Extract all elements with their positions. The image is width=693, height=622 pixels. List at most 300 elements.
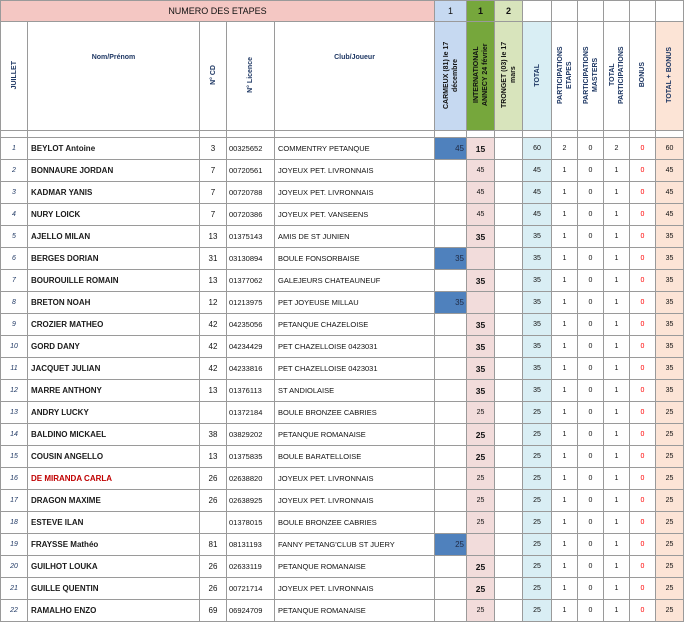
cd-number: 13 — [200, 380, 227, 402]
table-row — [1, 270, 684, 292]
total-points: 45 — [523, 182, 552, 204]
header-part-etapes: PARTICIPATIONS ETAPES — [552, 22, 578, 131]
row-index: 2 — [1, 160, 28, 182]
total-participations: 1 — [604, 270, 630, 292]
participations-etapes: 1 — [552, 314, 578, 336]
total-points: 35 — [523, 292, 552, 314]
total-participations: 1 — [604, 336, 630, 358]
header-bonus: BONUS — [630, 22, 656, 131]
stage2-points: 25 — [467, 402, 495, 424]
table-row — [1, 600, 684, 622]
header-stage1: CARMEUX (81) le 17 décembre — [435, 22, 467, 131]
player-name: BERGES DORIAN — [28, 248, 200, 270]
table-row — [1, 336, 684, 358]
total-points: 35 — [523, 358, 552, 380]
stage1-points — [435, 424, 467, 446]
cd-number: 13 — [200, 270, 227, 292]
participations-masters: 0 — [578, 512, 604, 534]
row-index: 14 — [1, 424, 28, 446]
club-name: BOULE BRONZEE CABRIES — [275, 402, 435, 424]
player-name: DE MIRANDA CARLA — [28, 468, 200, 490]
club-name: PETANQUE CHAZELOISE — [275, 314, 435, 336]
header-nom: Nom/Prénom — [28, 22, 200, 131]
total-bonus-points: 35 — [656, 380, 684, 402]
table-row — [1, 490, 684, 512]
player-name: GUILHOT LOUKA — [28, 556, 200, 578]
total-bonus-points: 25 — [656, 578, 684, 600]
player-name: BRETON NOAH — [28, 292, 200, 314]
bonus-points: 0 — [630, 578, 656, 600]
participations-etapes: 1 — [552, 556, 578, 578]
stage1-points — [435, 490, 467, 512]
licence-number: 00720386 — [227, 204, 275, 226]
total-points: 25 — [523, 446, 552, 468]
row-index: 13 — [1, 402, 28, 424]
stage-number-3: 2 — [495, 1, 523, 22]
total-bonus-points: 25 — [656, 556, 684, 578]
bonus-points: 0 — [630, 226, 656, 248]
total-bonus-points: 35 — [656, 314, 684, 336]
cd-number — [200, 512, 227, 534]
stage3-points — [495, 600, 523, 622]
participations-masters: 0 — [578, 446, 604, 468]
stage3-points — [495, 204, 523, 226]
stage3-points — [495, 534, 523, 556]
stage1-points — [435, 182, 467, 204]
total-bonus-points: 60 — [656, 138, 684, 160]
participations-masters: 0 — [578, 226, 604, 248]
club-name: PET JOYEUSE MILLAU — [275, 292, 435, 314]
stage2-points: 35 — [467, 358, 495, 380]
bonus-points: 0 — [630, 138, 656, 160]
total-participations: 1 — [604, 358, 630, 380]
licence-number: 01376113 — [227, 380, 275, 402]
licence-number: 06924709 — [227, 600, 275, 622]
total-bonus-points: 35 — [656, 292, 684, 314]
stage3-points — [495, 380, 523, 402]
stage2-points: 35 — [467, 314, 495, 336]
club-name: AMIS DE ST JUNIEN — [275, 226, 435, 248]
header-stage2: INTERNATIONAL ANNECY 24 février — [467, 22, 495, 131]
participations-etapes: 1 — [552, 490, 578, 512]
participations-masters: 0 — [578, 380, 604, 402]
stage3-points — [495, 248, 523, 270]
licence-number: 08131193 — [227, 534, 275, 556]
player-name: COUSIN ANGELLO — [28, 446, 200, 468]
total-bonus-points: 25 — [656, 512, 684, 534]
spacer-row — [1, 131, 684, 138]
header-club: Club/Joueur — [275, 22, 435, 131]
participations-masters: 0 — [578, 600, 604, 622]
table-row — [1, 138, 684, 160]
participations-etapes: 1 — [552, 160, 578, 182]
stage2-points: 25 — [467, 490, 495, 512]
total-participations: 1 — [604, 292, 630, 314]
stage2-points: 25 — [467, 446, 495, 468]
bonus-points: 0 — [630, 160, 656, 182]
licence-number: 04235056 — [227, 314, 275, 336]
stage1-points — [435, 380, 467, 402]
licence-number: 01375143 — [227, 226, 275, 248]
table-row — [1, 160, 684, 182]
bonus-points: 0 — [630, 468, 656, 490]
stage2-points: 15 — [467, 138, 495, 160]
stage2-points: 45 — [467, 204, 495, 226]
participations-etapes: 1 — [552, 380, 578, 402]
licence-number: 00720788 — [227, 182, 275, 204]
stage1-points: 45 — [435, 138, 467, 160]
licence-number: 00721714 — [227, 578, 275, 600]
total-points: 25 — [523, 402, 552, 424]
club-name: COMMENTRY PETANQUE — [275, 138, 435, 160]
bonus-points: 0 — [630, 380, 656, 402]
stage-number-1: 1 — [435, 1, 467, 22]
cd-number: 13 — [200, 446, 227, 468]
total-participations: 1 — [604, 402, 630, 424]
row-index: 4 — [1, 204, 28, 226]
total-points: 25 — [523, 578, 552, 600]
total-points: 25 — [523, 600, 552, 622]
stage1-points — [435, 512, 467, 534]
stage3-points — [495, 292, 523, 314]
cd-number: 42 — [200, 358, 227, 380]
participations-masters: 0 — [578, 424, 604, 446]
participations-etapes: 1 — [552, 402, 578, 424]
header-cd: N° CD — [200, 22, 227, 131]
empty-header-cell — [604, 1, 630, 22]
bonus-points: 0 — [630, 314, 656, 336]
cd-number — [200, 402, 227, 424]
total-points: 25 — [523, 556, 552, 578]
total-participations: 1 — [604, 468, 630, 490]
row-index: 9 — [1, 314, 28, 336]
stage1-points — [435, 446, 467, 468]
stage-number-row — [1, 1, 684, 22]
total-participations: 1 — [604, 248, 630, 270]
bonus-points: 0 — [630, 358, 656, 380]
total-bonus-points: 35 — [656, 336, 684, 358]
cd-number: 31 — [200, 248, 227, 270]
total-points: 35 — [523, 380, 552, 402]
total-bonus-points: 25 — [656, 490, 684, 512]
stage2-points: 25 — [467, 468, 495, 490]
table-row — [1, 182, 684, 204]
header-licence: N° Licence — [227, 22, 275, 131]
cd-number: 7 — [200, 182, 227, 204]
header-total: TOTAL — [523, 22, 552, 131]
player-name: NURY LOICK — [28, 204, 200, 226]
total-points: 25 — [523, 490, 552, 512]
player-name: AJELLO MILAN — [28, 226, 200, 248]
table-row — [1, 402, 684, 424]
total-participations: 1 — [604, 424, 630, 446]
player-name: GORD DANY — [28, 336, 200, 358]
stage3-points — [495, 468, 523, 490]
stage1-points: 35 — [435, 292, 467, 314]
bonus-points: 0 — [630, 292, 656, 314]
total-participations: 1 — [604, 182, 630, 204]
player-name: BOUROUILLE ROMAIN — [28, 270, 200, 292]
stage1-points: 25 — [435, 534, 467, 556]
licence-number: 00325652 — [227, 138, 275, 160]
stage3-points — [495, 424, 523, 446]
stage3-points — [495, 556, 523, 578]
participations-masters: 0 — [578, 270, 604, 292]
empty-header-cell — [630, 1, 656, 22]
stage1-points — [435, 402, 467, 424]
stage3-points — [495, 578, 523, 600]
table-row — [1, 512, 684, 534]
bonus-points: 0 — [630, 270, 656, 292]
club-name: JOYEUX PET. LIVRONNAIS — [275, 490, 435, 512]
total-participations: 1 — [604, 380, 630, 402]
table-row — [1, 204, 684, 226]
stage3-points — [495, 490, 523, 512]
participations-etapes: 1 — [552, 446, 578, 468]
row-index: 21 — [1, 578, 28, 600]
participations-etapes: 1 — [552, 468, 578, 490]
stage2-points — [467, 292, 495, 314]
total-bonus-points: 35 — [656, 248, 684, 270]
stage1-points — [435, 160, 467, 182]
total-points: 60 — [523, 138, 552, 160]
row-index: 17 — [1, 490, 28, 512]
cd-number: 26 — [200, 468, 227, 490]
total-bonus-points: 45 — [656, 204, 684, 226]
stage3-points — [495, 446, 523, 468]
stage-number-2: 1 — [467, 1, 495, 22]
header-stage3: TRONGET (03) le 17 mars — [495, 22, 523, 131]
participations-etapes: 1 — [552, 182, 578, 204]
total-points: 25 — [523, 424, 552, 446]
table-row — [1, 446, 684, 468]
participations-masters: 0 — [578, 182, 604, 204]
total-points: 45 — [523, 160, 552, 182]
stage3-points — [495, 138, 523, 160]
table-row — [1, 556, 684, 578]
licence-number: 04233816 — [227, 358, 275, 380]
stage2-points: 45 — [467, 182, 495, 204]
total-participations: 1 — [604, 226, 630, 248]
participations-etapes: 1 — [552, 270, 578, 292]
stage1-points — [435, 314, 467, 336]
row-index: 15 — [1, 446, 28, 468]
stage2-points: 35 — [467, 336, 495, 358]
bonus-points: 0 — [630, 336, 656, 358]
bonus-points: 0 — [630, 446, 656, 468]
participations-masters: 0 — [578, 160, 604, 182]
row-index: 11 — [1, 358, 28, 380]
club-name: GALEJEURS CHATEAUNEUF — [275, 270, 435, 292]
club-name: PETANQUE ROMANAISE — [275, 424, 435, 446]
club-name: BOULE BRONZEE CABRIES — [275, 512, 435, 534]
row-index: 20 — [1, 556, 28, 578]
total-participations: 1 — [604, 578, 630, 600]
total-participations: 1 — [604, 534, 630, 556]
participations-masters: 0 — [578, 336, 604, 358]
club-name: PET CHAZELLOISE 0423031 — [275, 358, 435, 380]
participations-etapes: 1 — [552, 578, 578, 600]
stage1-points — [435, 358, 467, 380]
row-index: 8 — [1, 292, 28, 314]
stage3-points — [495, 336, 523, 358]
bonus-points: 0 — [630, 204, 656, 226]
licence-number: 04234429 — [227, 336, 275, 358]
participations-etapes: 1 — [552, 248, 578, 270]
table-row — [1, 248, 684, 270]
bonus-points: 0 — [630, 490, 656, 512]
player-name: DRAGON MAXIME — [28, 490, 200, 512]
stage2-points: 25 — [467, 424, 495, 446]
row-index: 5 — [1, 226, 28, 248]
bonus-points: 0 — [630, 182, 656, 204]
stage3-points — [495, 270, 523, 292]
participations-etapes: 1 — [552, 424, 578, 446]
bonus-points: 0 — [630, 402, 656, 424]
header-part-masters: PARTICIPATIONS MASTERS — [578, 22, 604, 131]
total-bonus-points: 35 — [656, 358, 684, 380]
stage2-points — [467, 248, 495, 270]
player-name: BALDINO MICKAEL — [28, 424, 200, 446]
club-name: JOYEUX PET. LIVRONNAIS — [275, 578, 435, 600]
total-bonus-points: 45 — [656, 182, 684, 204]
total-points: 35 — [523, 270, 552, 292]
player-name: ESTEVE ILAN — [28, 512, 200, 534]
licence-number: 02638820 — [227, 468, 275, 490]
licence-number: 03829202 — [227, 424, 275, 446]
player-name: BEYLOT Antoine — [28, 138, 200, 160]
licence-number: 02638925 — [227, 490, 275, 512]
participations-masters: 0 — [578, 534, 604, 556]
player-name: JACQUET JULIAN — [28, 358, 200, 380]
club-name: JOYEUX PET. LIVRONNAIS — [275, 160, 435, 182]
stage2-points: 35 — [467, 226, 495, 248]
player-name: ANDRY LUCKY — [28, 402, 200, 424]
total-points: 25 — [523, 534, 552, 556]
stage3-points — [495, 512, 523, 534]
stage1-points — [435, 600, 467, 622]
participations-masters: 0 — [578, 468, 604, 490]
row-index: 22 — [1, 600, 28, 622]
stage1-points — [435, 204, 467, 226]
row-index: 3 — [1, 182, 28, 204]
table-row — [1, 358, 684, 380]
table-row — [1, 578, 684, 600]
participations-etapes: 1 — [552, 336, 578, 358]
total-bonus-points: 25 — [656, 424, 684, 446]
table-row — [1, 226, 684, 248]
stage1-points — [435, 468, 467, 490]
row-index: 7 — [1, 270, 28, 292]
player-name: FRAYSSE Mathéo — [28, 534, 200, 556]
total-points: 45 — [523, 204, 552, 226]
total-points: 35 — [523, 248, 552, 270]
header-total-bonus: TOTAL + BONUS — [656, 22, 684, 131]
player-name: BONNAURE JORDAN — [28, 160, 200, 182]
licence-number: 03130894 — [227, 248, 275, 270]
total-participations: 1 — [604, 446, 630, 468]
player-name: CROZIER MATHEO — [28, 314, 200, 336]
licence-number: 01378015 — [227, 512, 275, 534]
club-name: PETANQUE ROMANAISE — [275, 600, 435, 622]
participations-etapes: 2 — [552, 138, 578, 160]
cd-number: 26 — [200, 556, 227, 578]
total-points: 35 — [523, 226, 552, 248]
player-name: RAMALHO ENZO — [28, 600, 200, 622]
stage3-points — [495, 160, 523, 182]
player-name: GUILLE QUENTIN — [28, 578, 200, 600]
participations-masters: 0 — [578, 248, 604, 270]
table-row — [1, 314, 684, 336]
bonus-points: 0 — [630, 248, 656, 270]
total-participations: 1 — [604, 314, 630, 336]
table-row — [1, 380, 684, 402]
stage2-points: 35 — [467, 270, 495, 292]
total-points: 35 — [523, 314, 552, 336]
total-participations: 1 — [604, 600, 630, 622]
column-header-row — [1, 22, 684, 131]
stage2-points — [467, 534, 495, 556]
player-name: MARRE ANTHONY — [28, 380, 200, 402]
bonus-points: 0 — [630, 512, 656, 534]
row-index: 1 — [1, 138, 28, 160]
cd-number: 69 — [200, 600, 227, 622]
row-index: 19 — [1, 534, 28, 556]
bonus-points: 0 — [630, 600, 656, 622]
total-bonus-points: 35 — [656, 270, 684, 292]
total-participations: 1 — [604, 512, 630, 534]
stage3-points — [495, 314, 523, 336]
club-name: PETANQUE ROMANAISE — [275, 556, 435, 578]
total-points: 25 — [523, 512, 552, 534]
licence-number: 02633119 — [227, 556, 275, 578]
total-participations: 1 — [604, 204, 630, 226]
licence-number: 00720561 — [227, 160, 275, 182]
cd-number: 7 — [200, 204, 227, 226]
bonus-points: 0 — [630, 424, 656, 446]
participations-etapes: 1 — [552, 600, 578, 622]
club-name: JOYEUX PET. LIVRONNAIS — [275, 182, 435, 204]
total-bonus-points: 25 — [656, 402, 684, 424]
empty-header-cell — [656, 1, 684, 22]
total-bonus-points: 25 — [656, 600, 684, 622]
stage3-points — [495, 358, 523, 380]
table-row — [1, 424, 684, 446]
licence-number: 01213975 — [227, 292, 275, 314]
participations-masters: 0 — [578, 314, 604, 336]
cd-number: 42 — [200, 336, 227, 358]
club-name: ST ANDIOLAISE — [275, 380, 435, 402]
participations-etapes: 1 — [552, 512, 578, 534]
participations-etapes: 1 — [552, 534, 578, 556]
total-participations: 2 — [604, 138, 630, 160]
total-bonus-points: 25 — [656, 468, 684, 490]
header-juillet: JUILLET — [1, 22, 28, 131]
total-bonus-points: 25 — [656, 534, 684, 556]
club-name: JOYEUX PET. VANSEENS — [275, 204, 435, 226]
total-points: 25 — [523, 468, 552, 490]
club-name: PET CHAZELLOISE 0423031 — [275, 336, 435, 358]
cd-number: 26 — [200, 578, 227, 600]
cd-number: 42 — [200, 314, 227, 336]
total-bonus-points: 25 — [656, 446, 684, 468]
total-bonus-points: 45 — [656, 160, 684, 182]
participations-masters: 0 — [578, 358, 604, 380]
total-points: 35 — [523, 336, 552, 358]
cd-number: 26 — [200, 490, 227, 512]
empty-header-cell — [523, 1, 552, 22]
stage2-points: 45 — [467, 160, 495, 182]
